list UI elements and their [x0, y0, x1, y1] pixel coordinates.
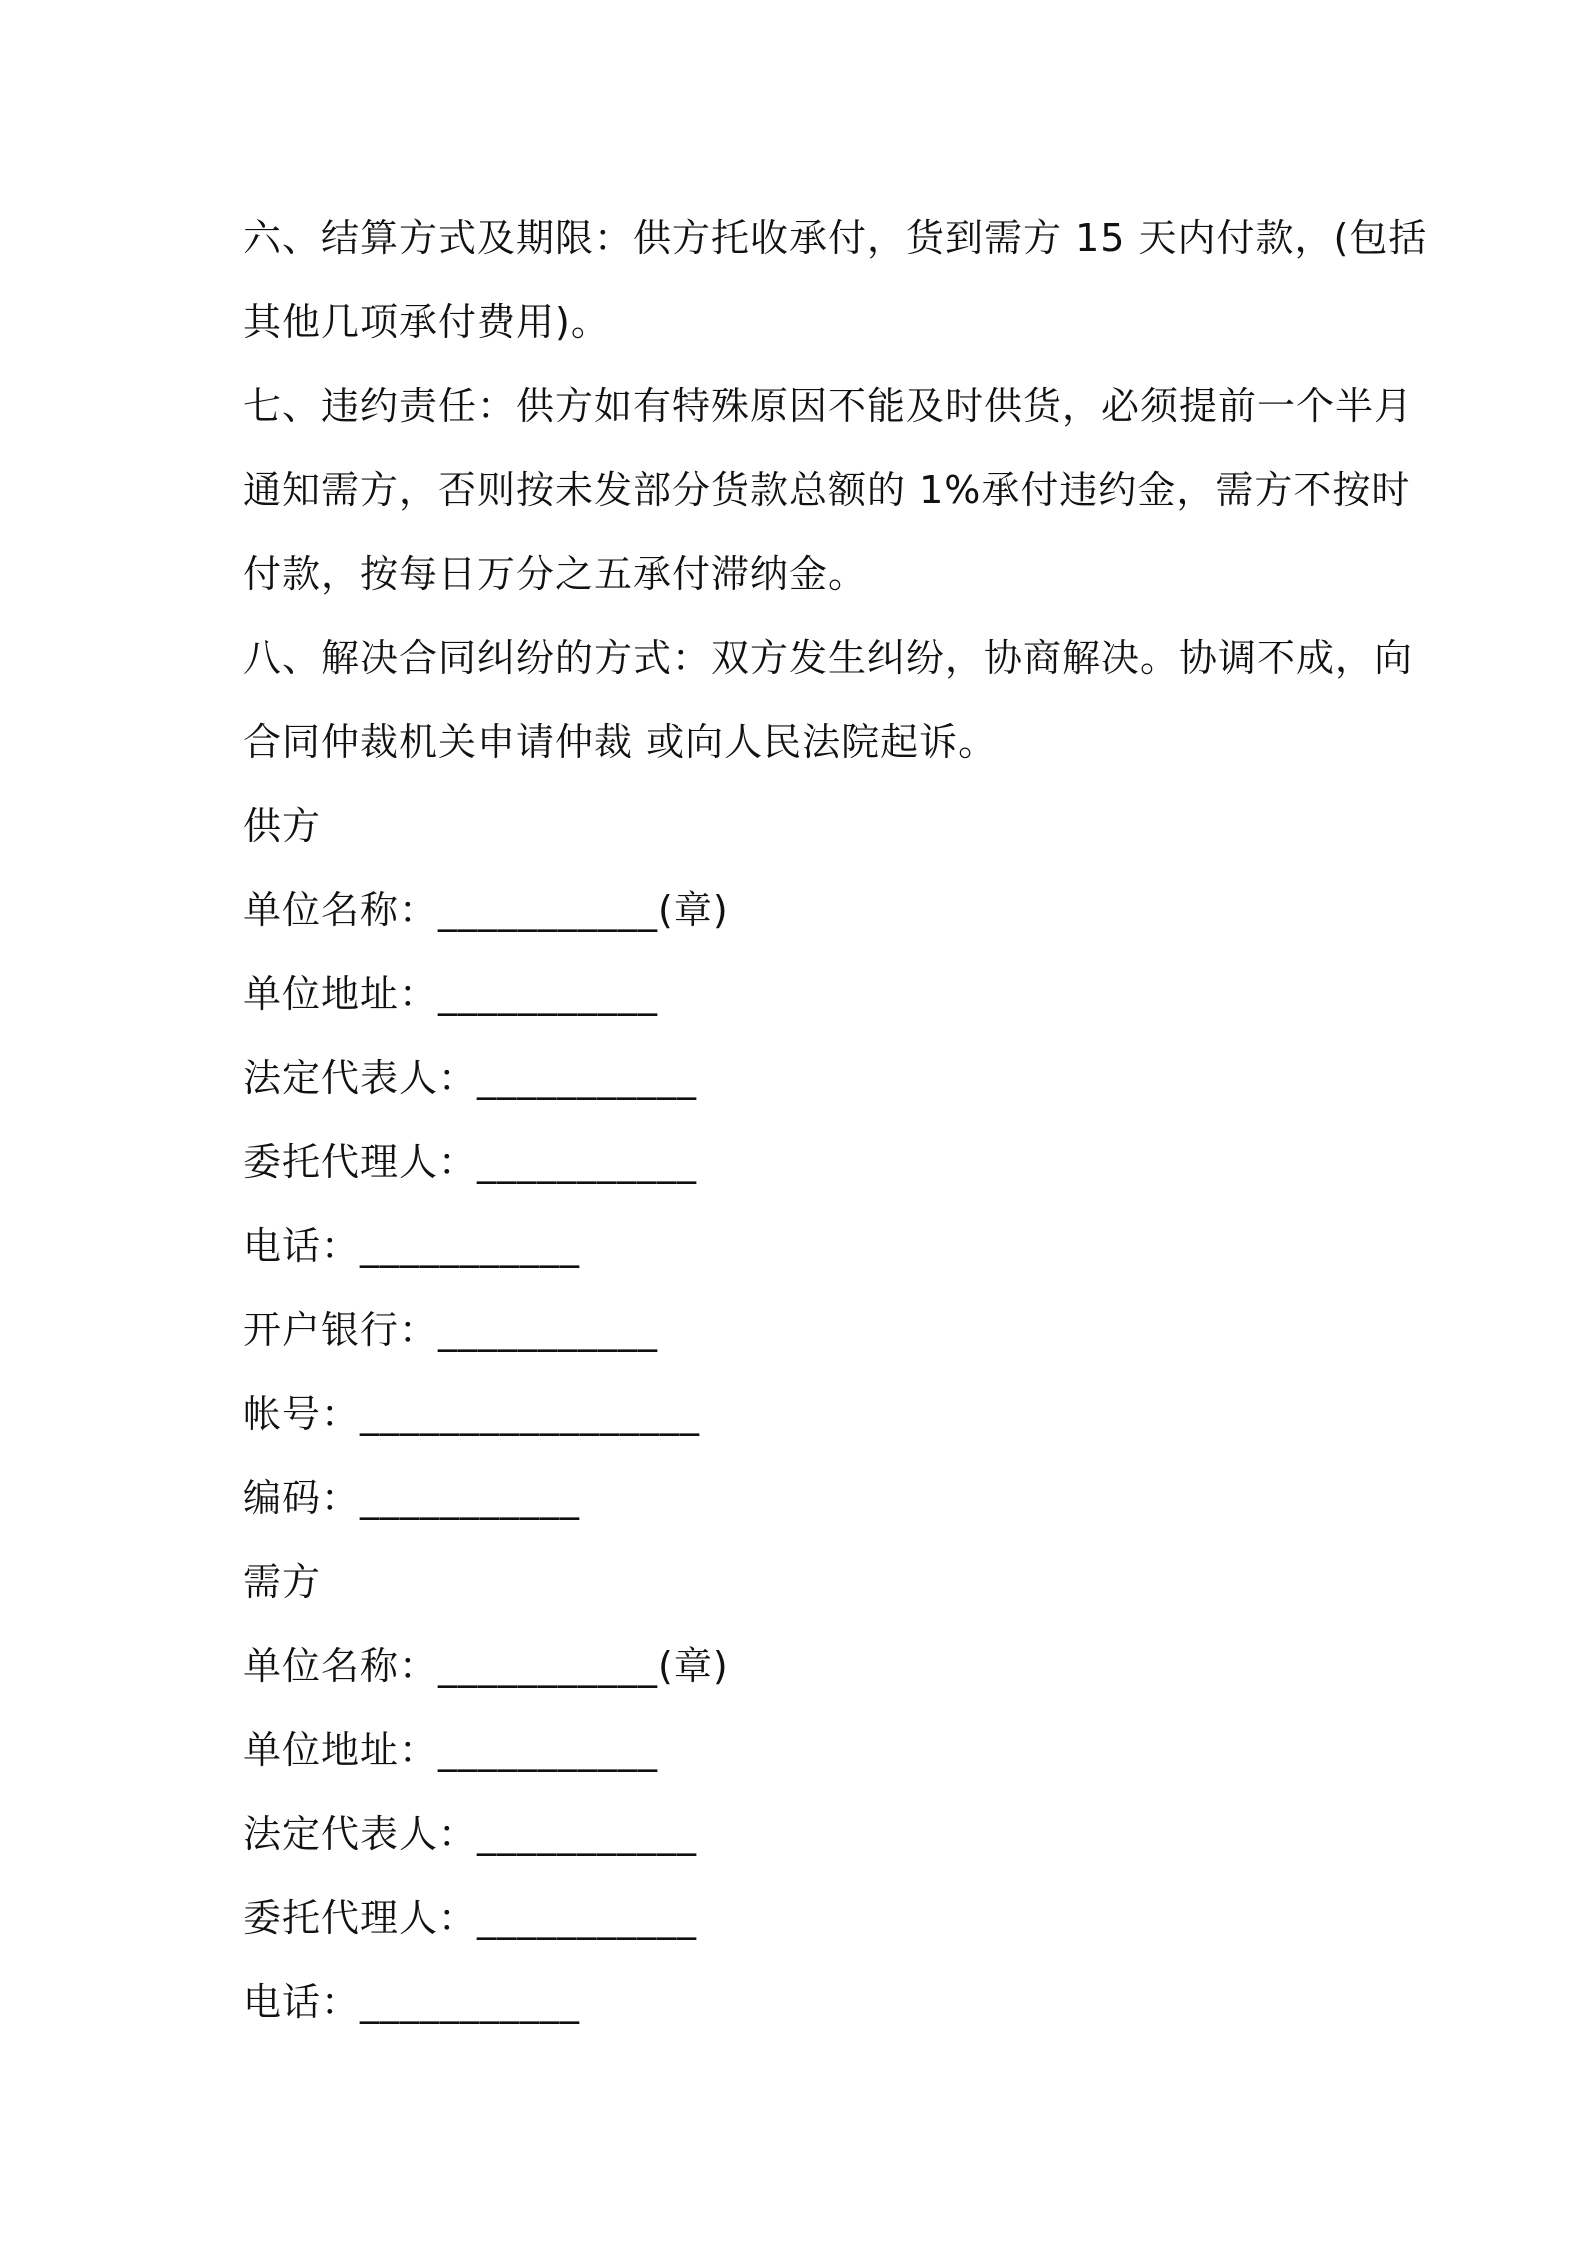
supplier-unit-name-field: 单位名称：___________(章)	[243, 888, 729, 932]
buyer-unit-address-field: 单位地址：___________	[243, 1728, 659, 1772]
buyer-authorized-agent-field: 委托代理人：___________	[243, 1896, 698, 1940]
supplier-section	[243, 784, 1363, 1540]
supplier-unit-address-field: 单位地址：___________	[243, 972, 659, 1016]
clause-line: 八、解决合同纠纷的方式：双方发生纠纷，协商解决。协调不成，向	[243, 636, 1414, 680]
clause-line: 通知需方，否则按未发部分货款总额的 1%承付违约金，需方不按时	[243, 468, 1411, 512]
buyer-section	[243, 1540, 1363, 2044]
buyer-legal-representative-field: 法定代表人：___________	[243, 1812, 698, 1856]
clause-line: 其他几项承付费用)。	[243, 300, 610, 344]
clause-settlement	[243, 196, 1428, 364]
clause-line: 六、结算方式及期限：供方托收承付，货到需方 15 天内付款，(包括	[243, 216, 1428, 260]
clause-line: 付款，按每日万分之五承付滞纳金。	[243, 552, 868, 596]
supplier-account-field: 帐号：_________________	[243, 1392, 701, 1436]
supplier-code-field: 编码：___________	[243, 1476, 581, 1520]
clause-dispute-resolution	[243, 616, 1414, 784]
clause-line: 七、违约责任：供方如有特殊原因不能及时供货，必须提前一个半月	[243, 384, 1414, 428]
contract-text	[243, 196, 1428, 2044]
supplier-bank-field: 开户银行：___________	[243, 1308, 659, 1352]
clause-breach-liability	[243, 364, 1414, 616]
clause-line: 合同仲裁机关申请仲裁 或向人民法院起诉。	[243, 720, 998, 764]
supplier-legal-representative-field: 法定代表人：___________	[243, 1056, 698, 1100]
buyer-phone-field: 电话：___________	[243, 1980, 581, 2024]
buyer-heading: 需方	[243, 1560, 322, 1604]
supplier-heading: 供方	[243, 804, 322, 848]
supplier-phone-field: 电话：___________	[243, 1224, 581, 1268]
buyer-unit-name-field: 单位名称：___________(章)	[243, 1644, 729, 1688]
supplier-authorized-agent-field: 委托代理人：___________	[243, 1140, 698, 1184]
